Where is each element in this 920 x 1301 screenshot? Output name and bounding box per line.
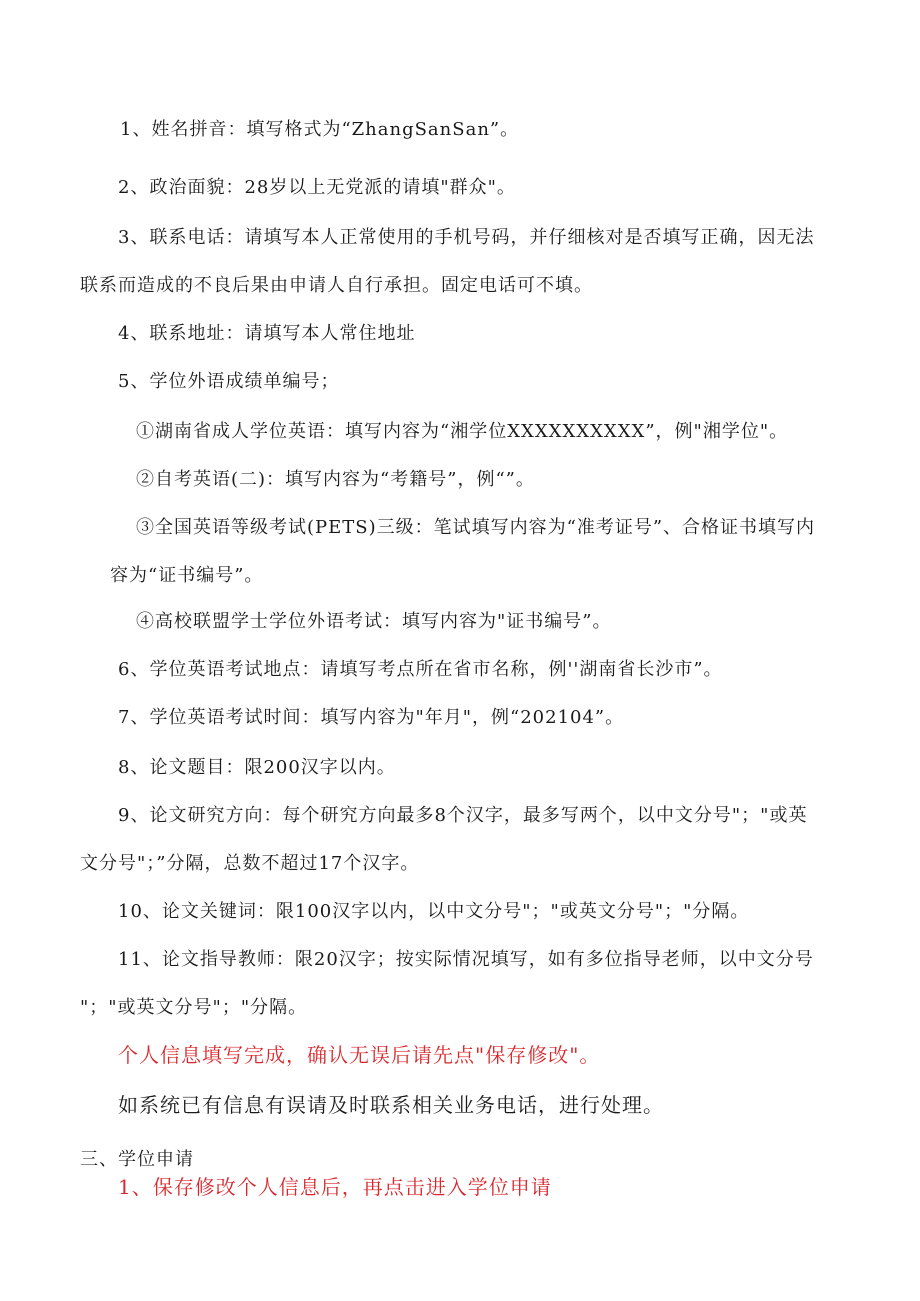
notice-save-changes: 个人信息填写完成，确认无误后请先点"保存修改"。 <box>118 1043 601 1067</box>
item-thesis-title: 8、论文题目：限200汉字以内。 <box>118 757 396 778</box>
item-exam-location: 6、学位英语考试地点：请填写考点所在省市名称，例''湖南省长沙市”。 <box>118 659 723 680</box>
item-research-direction-continued: 文分号"；”分隔，总数不超过17个汉字。 <box>80 853 420 874</box>
sub-item-self-study-english: ②自考英语(二)：填写内容为“考籍号”，例“”。 <box>136 469 535 490</box>
item-phone-continued: 联系而造成的不良后果由申请人自行承担。固定电话可不填。 <box>80 275 593 296</box>
section-heading-degree-application: 三、学位申请 <box>80 1149 194 1170</box>
item-advisor-continued: "；"或英文分号"；"分隔。 <box>80 997 308 1018</box>
item-name-pinyin: 1、姓名拼音：填写格式为“ZhangSanSan”。 <box>120 119 520 140</box>
item-keywords: 10、论文关键词：限100汉字以内，以中文分号"；"或英文分号"；"分隔。 <box>118 901 750 922</box>
item-phone: 3、联系电话：请填写本人正常使用的手机号码，并仔细核对是否填写正确，因无法 <box>118 227 815 248</box>
item-address: 4、联系地址：请填写本人常住地址 <box>118 323 416 344</box>
item-political-status: 2、政治面貌：28岁以上无党派的请填"群众"。 <box>118 177 516 198</box>
sub-item-university-alliance: ④高校联盟学士学位外语考试：填写内容为"证书编号”。 <box>136 611 612 632</box>
section-step-enter-application: 1、保存修改个人信息后，再点击进入学位申请 <box>118 1175 552 1199</box>
item-research-direction: 9、论文研究方向：每个研究方向最多8个汉字，最多写两个，以中文分号"；"或英 <box>118 805 808 826</box>
sub-item-pets-continued: 容为“证书编号”。 <box>110 565 264 586</box>
item-exam-time: 7、学位英语考试时间：填写内容为"年月"，例“202104”。 <box>118 707 625 728</box>
item-foreign-language-score: 5、学位外语成绩单编号； <box>118 371 340 392</box>
sub-item-hunan-adult-english: ①湖南省成人学位英语：填写内容为“湘学位XXXXXXXXXX”，例"湘学位"。 <box>136 421 789 442</box>
sub-item-pets: ③全国英语等级考试(PETS)三级：笔试填写内容为“准考证号”、合格证书填写内 <box>136 517 816 538</box>
item-advisor: 11、论文指导教师：限20汉字；按实际情况填写，如有多位指导老师，以中文分号 <box>118 949 814 970</box>
notice-contact-support: 如系统已有信息有误请及时联系相关业务电话，进行处理。 <box>118 1093 664 1117</box>
